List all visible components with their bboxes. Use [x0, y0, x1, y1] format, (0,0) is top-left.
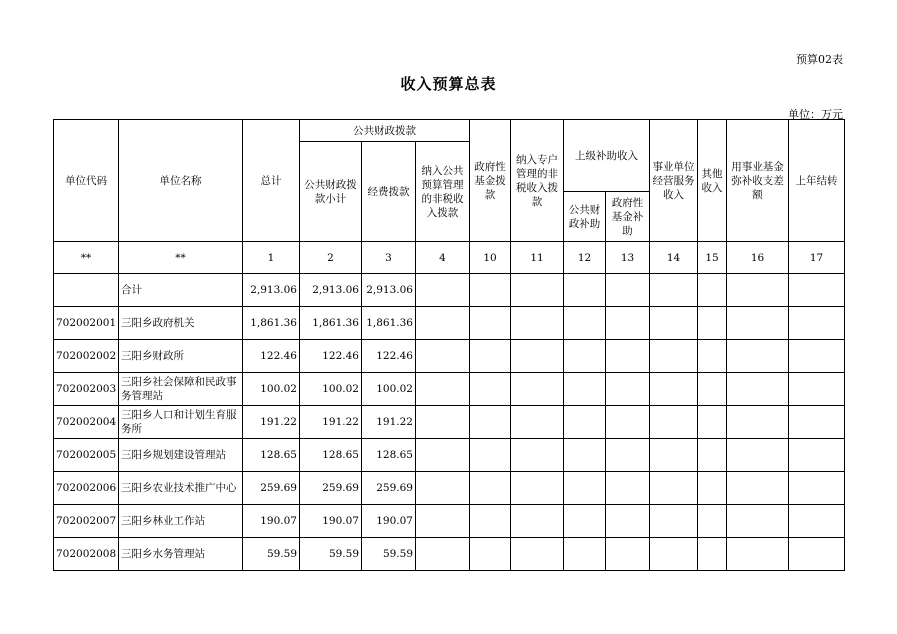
- empty-cell: [606, 406, 650, 439]
- empty-cell: [789, 472, 845, 505]
- header-superior-subsidy: 上级补助收入: [564, 120, 650, 192]
- empty-cell: [416, 505, 470, 538]
- header-gov-fund-subsidy: 政府性基金补助: [606, 192, 650, 242]
- unit-name-cell: 三阳乡人口和计划生育服务所: [119, 406, 243, 439]
- header-public-fiscal-subsidy: 公共财政补助: [564, 192, 606, 242]
- unit-name-cell: 三阳乡农业技术推广中心: [119, 472, 243, 505]
- public-fiscal-subtotal-cell: 2,913.06: [300, 274, 362, 307]
- empty-cell: [470, 274, 511, 307]
- unit-name-cell: 三阳乡财政所: [119, 340, 243, 373]
- empty-cell: [650, 373, 698, 406]
- column-index-cell: **: [54, 242, 119, 274]
- empty-cell: [416, 307, 470, 340]
- empty-cell: [470, 439, 511, 472]
- column-index-cell: 15: [698, 242, 727, 274]
- empty-cell: [727, 505, 789, 538]
- empty-cell: [650, 505, 698, 538]
- empty-cell: [698, 373, 727, 406]
- header-business-income: 事业单位经营服务收入: [650, 120, 698, 242]
- header-carryover: 上年结转: [789, 120, 845, 242]
- header-other-income: 其他收入: [698, 120, 727, 242]
- empty-cell: [650, 406, 698, 439]
- total-cell: 1,861.36: [243, 307, 300, 340]
- total-cell: 122.46: [243, 340, 300, 373]
- empty-cell: [727, 274, 789, 307]
- table-row: [54, 472, 845, 505]
- empty-cell: [698, 307, 727, 340]
- empty-cell: [727, 307, 789, 340]
- empty-cell: [564, 538, 606, 571]
- operating-funds-cell: 259.69: [362, 472, 416, 505]
- empty-cell: [564, 505, 606, 538]
- empty-cell: [698, 472, 727, 505]
- empty-cell: [698, 406, 727, 439]
- empty-cell: [470, 538, 511, 571]
- table-row: [54, 406, 845, 439]
- empty-cell: [416, 472, 470, 505]
- page-title: 收入预算总表: [400, 75, 497, 93]
- column-index-cell: 16: [727, 242, 789, 274]
- empty-cell: [650, 439, 698, 472]
- table-row: [54, 307, 845, 340]
- header-unit-name: 单位名称: [119, 120, 243, 242]
- empty-cell: [470, 505, 511, 538]
- unit-code-cell: 702002004: [54, 406, 119, 439]
- total-cell: 100.02: [243, 373, 300, 406]
- empty-cell: [606, 439, 650, 472]
- total-cell: 2,913.06: [243, 274, 300, 307]
- column-index-cell: 11: [511, 242, 564, 274]
- table-row: [54, 373, 845, 406]
- column-index-cell: **: [119, 242, 243, 274]
- operating-funds-cell: 1,861.36: [362, 307, 416, 340]
- operating-funds-cell: 59.59: [362, 538, 416, 571]
- empty-cell: [564, 406, 606, 439]
- income-budget-table: [53, 119, 845, 571]
- empty-cell: [698, 439, 727, 472]
- empty-cell: [564, 373, 606, 406]
- public-fiscal-subtotal-cell: 128.65: [300, 439, 362, 472]
- table-row: [54, 505, 845, 538]
- operating-funds-cell: 190.07: [362, 505, 416, 538]
- empty-cell: [416, 406, 470, 439]
- empty-cell: [698, 274, 727, 307]
- total-cell: 59.59: [243, 538, 300, 571]
- empty-cell: [789, 307, 845, 340]
- empty-cell: [564, 274, 606, 307]
- empty-cell: [789, 505, 845, 538]
- empty-cell: [416, 439, 470, 472]
- public-fiscal-subtotal-cell: 122.46: [300, 340, 362, 373]
- column-index-cell: 3: [362, 242, 416, 274]
- empty-cell: [727, 439, 789, 472]
- empty-cell: [727, 340, 789, 373]
- empty-cell: [511, 373, 564, 406]
- empty-cell: [470, 472, 511, 505]
- unit-code-cell: 702002002: [54, 340, 119, 373]
- unit-code-cell: 702002008: [54, 538, 119, 571]
- column-index-cell: 10: [470, 242, 511, 274]
- unit-name-cell: 三阳乡社会保障和民政事务管理站: [119, 373, 243, 406]
- empty-cell: [511, 505, 564, 538]
- table-row: [54, 274, 845, 307]
- column-index-cell: 4: [416, 242, 470, 274]
- column-index-cell: 2: [300, 242, 362, 274]
- empty-cell: [789, 274, 845, 307]
- header-total: 总计: [243, 120, 300, 242]
- unit-code-cell: [54, 274, 119, 307]
- empty-cell: [564, 340, 606, 373]
- empty-cell: [606, 472, 650, 505]
- empty-cell: [727, 538, 789, 571]
- empty-cell: [470, 373, 511, 406]
- empty-cell: [470, 406, 511, 439]
- operating-funds-cell: 2,913.06: [362, 274, 416, 307]
- empty-cell: [698, 505, 727, 538]
- empty-cell: [511, 538, 564, 571]
- unit-name-cell: 三阳乡政府机关: [119, 307, 243, 340]
- public-fiscal-subtotal-cell: 1,861.36: [300, 307, 362, 340]
- empty-cell: [416, 538, 470, 571]
- empty-cell: [511, 307, 564, 340]
- empty-cell: [606, 373, 650, 406]
- empty-cell: [606, 274, 650, 307]
- empty-cell: [511, 274, 564, 307]
- empty-cell: [416, 340, 470, 373]
- empty-cell: [727, 406, 789, 439]
- public-fiscal-subtotal-cell: 191.22: [300, 406, 362, 439]
- unit-label: 单位：万元: [788, 108, 843, 121]
- column-index-cell: 13: [606, 242, 650, 274]
- header-fund-gap: 用事业基金弥补收支差额: [727, 120, 789, 242]
- empty-cell: [470, 307, 511, 340]
- unit-code-cell: 702002006: [54, 472, 119, 505]
- empty-cell: [511, 406, 564, 439]
- header-gov-fund: 政府性基金拨款: [470, 120, 511, 242]
- header-operating-funds: 经费拨款: [362, 142, 416, 242]
- empty-cell: [650, 307, 698, 340]
- column-index-cell: 1: [243, 242, 300, 274]
- empty-cell: [511, 472, 564, 505]
- empty-cell: [698, 538, 727, 571]
- unit-code-cell: 702002005: [54, 439, 119, 472]
- empty-cell: [650, 472, 698, 505]
- empty-cell: [564, 472, 606, 505]
- total-cell: 128.65: [243, 439, 300, 472]
- unit-code-cell: 702002003: [54, 373, 119, 406]
- public-fiscal-subtotal-cell: 190.07: [300, 505, 362, 538]
- unit-code-cell: 702002007: [54, 505, 119, 538]
- unit-name-cell: 三阳乡规划建设管理站: [119, 439, 243, 472]
- header-public-fiscal: 公共财政拨款: [300, 120, 470, 142]
- empty-cell: [650, 340, 698, 373]
- empty-cell: [606, 340, 650, 373]
- empty-cell: [789, 340, 845, 373]
- public-fiscal-subtotal-cell: 59.59: [300, 538, 362, 571]
- column-index-cell: 12: [564, 242, 606, 274]
- empty-cell: [789, 373, 845, 406]
- column-index-cell: 14: [650, 242, 698, 274]
- column-index-cell: 17: [789, 242, 845, 274]
- form-number: 预算02表: [796, 53, 843, 66]
- empty-cell: [650, 274, 698, 307]
- operating-funds-cell: 122.46: [362, 340, 416, 373]
- table-row: [54, 439, 845, 472]
- header-special-non-tax: 纳入专户管理的非税收入拨款: [511, 120, 564, 242]
- empty-cell: [416, 373, 470, 406]
- empty-cell: [727, 472, 789, 505]
- total-cell: 259.69: [243, 472, 300, 505]
- operating-funds-cell: 100.02: [362, 373, 416, 406]
- empty-cell: [789, 406, 845, 439]
- table-row: [54, 538, 845, 571]
- header-public-fiscal-subtotal: 公共财政拨款小计: [300, 142, 362, 242]
- empty-cell: [650, 538, 698, 571]
- empty-cell: [511, 439, 564, 472]
- header-row-1: [54, 120, 845, 142]
- empty-cell: [606, 505, 650, 538]
- unit-code-cell: 702002001: [54, 307, 119, 340]
- empty-cell: [727, 373, 789, 406]
- empty-cell: [789, 439, 845, 472]
- empty-cell: [564, 307, 606, 340]
- column-index-row: [54, 242, 845, 274]
- table-row: [54, 340, 845, 373]
- unit-name-cell: 合计: [119, 274, 243, 307]
- total-cell: 190.07: [243, 505, 300, 538]
- empty-cell: [564, 439, 606, 472]
- empty-cell: [789, 538, 845, 571]
- unit-name-cell: 三阳乡林业工作站: [119, 505, 243, 538]
- operating-funds-cell: 128.65: [362, 439, 416, 472]
- unit-name-cell: 三阳乡水务管理站: [119, 538, 243, 571]
- public-fiscal-subtotal-cell: 259.69: [300, 472, 362, 505]
- operating-funds-cell: 191.22: [362, 406, 416, 439]
- public-fiscal-subtotal-cell: 100.02: [300, 373, 362, 406]
- total-cell: 191.22: [243, 406, 300, 439]
- empty-cell: [698, 340, 727, 373]
- empty-cell: [606, 538, 650, 571]
- empty-cell: [511, 340, 564, 373]
- empty-cell: [606, 307, 650, 340]
- header-unit-code: 单位代码: [54, 120, 119, 242]
- header-non-tax-budget: 纳入公共预算管理的非税收入拨款: [416, 142, 470, 242]
- empty-cell: [470, 340, 511, 373]
- empty-cell: [416, 274, 470, 307]
